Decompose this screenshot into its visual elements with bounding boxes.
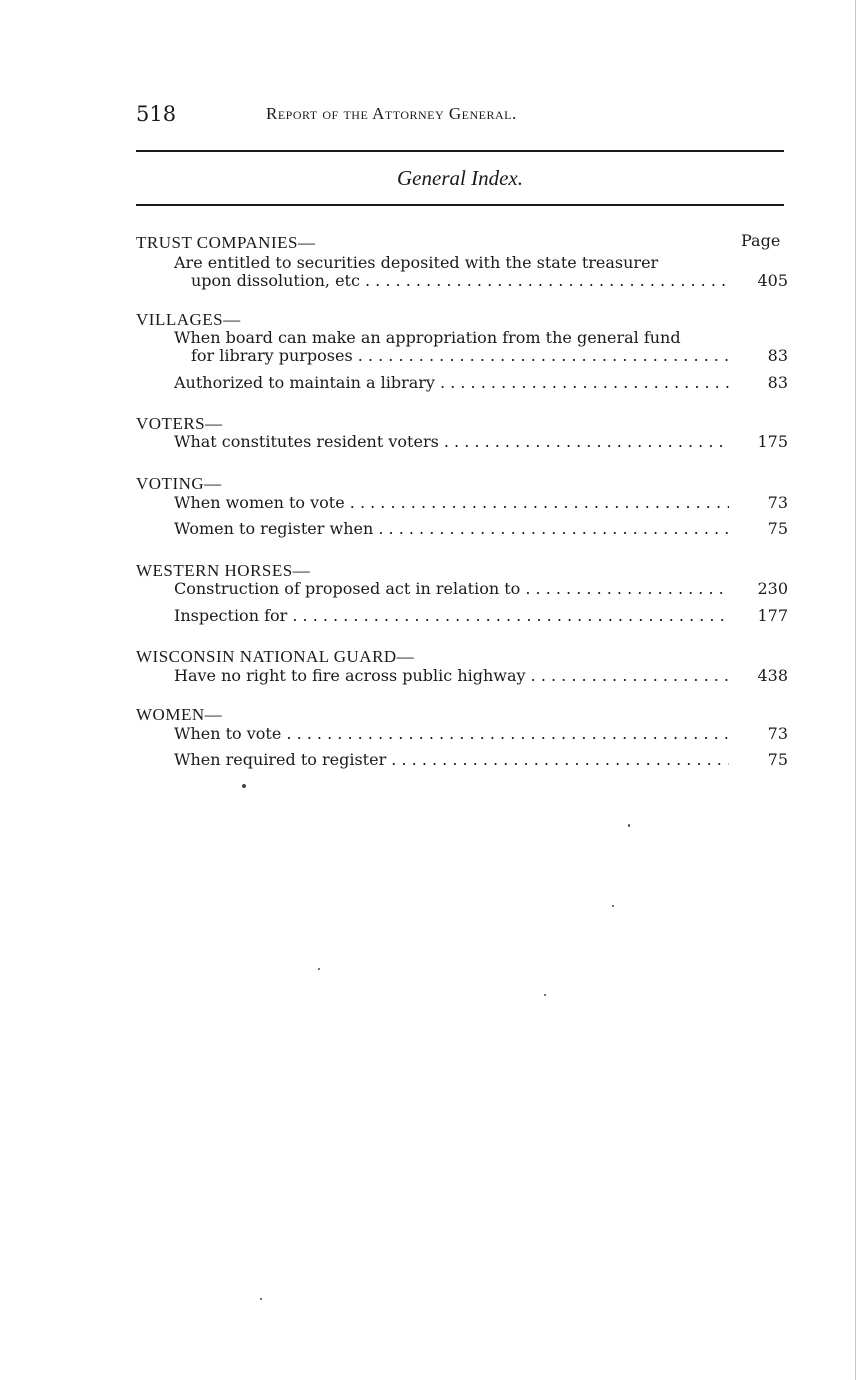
- running-title: Report of the Attorney General.: [266, 104, 517, 123]
- print-speck: [260, 1298, 262, 1300]
- index-entry-line: Are entitled to securities deposited with the state treasurer: [174, 253, 659, 272]
- index-entry: [191, 271, 791, 293]
- page-edge: [855, 0, 856, 1380]
- index-heading: VOTING—: [136, 474, 222, 493]
- index-entry: [174, 606, 791, 628]
- index-entry-page: 175: [757, 432, 788, 451]
- index-entry: [174, 373, 791, 395]
- index-entry-text: upon dissolution, etc . . .: [191, 271, 729, 293]
- index-entry-text: Construction of proposed act in relation to . . .: [174, 579, 729, 601]
- index-entry-page: 438: [757, 666, 788, 685]
- index-heading: WISCONSIN NATIONAL GUARD—: [136, 647, 415, 666]
- print-speck: [318, 968, 320, 970]
- print-speck: [612, 905, 614, 907]
- bottom-rule: [136, 204, 784, 206]
- index-entry: [174, 750, 791, 772]
- index-entry: [174, 724, 791, 746]
- index-entry-page: 83: [767, 346, 788, 365]
- index-heading: VOTERS—: [136, 414, 223, 433]
- index-entry-text: When to vote . . .: [174, 724, 729, 746]
- index-entry-page: 230: [757, 579, 788, 598]
- index-heading: TRUST COMPANIES—: [136, 233, 316, 252]
- index-entry-text: Women to register when . . .: [174, 519, 729, 541]
- index-entry: [191, 346, 791, 368]
- index-entry-text: Have no right to fire across public highway . . .: [174, 666, 729, 688]
- index-entry: [174, 493, 791, 515]
- index-heading: WESTERN HORSES—: [136, 561, 311, 580]
- index-entry: [174, 432, 791, 454]
- index-entry-page: 75: [767, 519, 788, 538]
- page-column-label: Page: [741, 231, 781, 250]
- index-entry-text: What constitutes resident voters . . .: [174, 432, 729, 454]
- print-speck: [242, 784, 246, 788]
- index-entry-text: Inspection for . . .: [174, 606, 729, 628]
- index-heading: WOMEN—: [136, 705, 223, 724]
- index-entry-text: When required to register . . .: [174, 750, 729, 772]
- index-entry-text: When women to vote . . .: [174, 493, 729, 515]
- top-rule: [136, 150, 784, 152]
- index-entry-page: 75: [767, 750, 788, 769]
- page-number: 518: [136, 102, 177, 126]
- index-entry-line: When board can make an appropriation from the general fund: [174, 328, 681, 347]
- index-entry-page: 83: [767, 373, 788, 392]
- index-entry: [174, 579, 791, 601]
- print-speck: [628, 824, 630, 827]
- section-title: General Index.: [397, 166, 523, 190]
- index-entry-page: 73: [767, 493, 788, 512]
- index-heading: VILLAGES—: [136, 310, 241, 329]
- index-entry-text: Authorized to maintain a library . . .: [174, 373, 729, 395]
- index-entry: [174, 666, 791, 688]
- index-entry: [174, 519, 791, 541]
- index-entry-page: 73: [767, 724, 788, 743]
- running-header: [136, 102, 786, 132]
- index-entry-page: 177: [757, 606, 788, 625]
- index-entry-text: for library purposes . . .: [191, 346, 729, 368]
- print-speck: [544, 994, 546, 996]
- index-entry-page: 405: [757, 271, 788, 290]
